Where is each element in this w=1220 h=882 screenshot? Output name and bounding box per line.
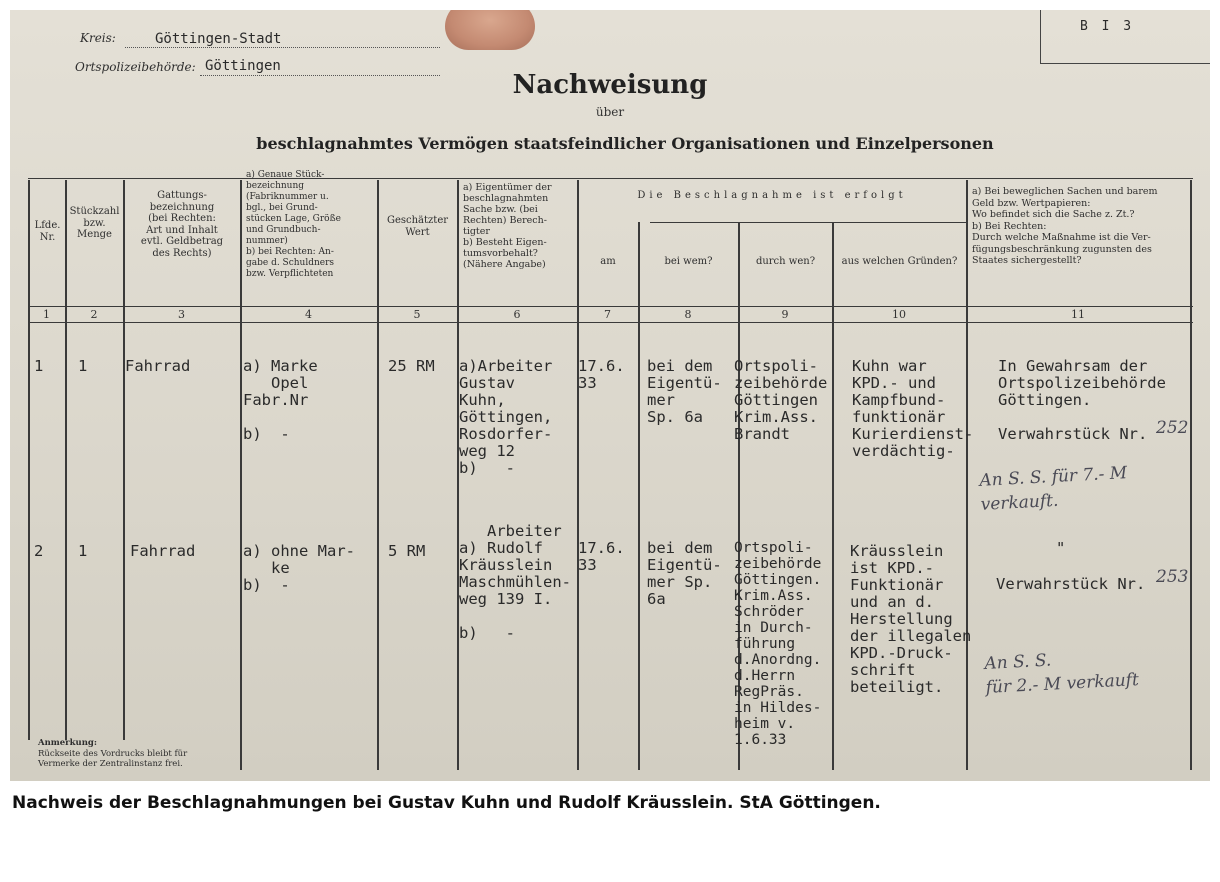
thumb xyxy=(445,10,535,50)
row2-durch-wen: Ortspoli- zeibehörde Göttingen. Krim.Ass. Schröder in Durch- führung d.Anordng. d.Herrn RegPräs. in Hildes- heim v. 1.6.33 xyxy=(734,540,822,748)
vline-0 xyxy=(28,180,30,740)
row2-verbleib: Verwahrstück Nr. xyxy=(996,575,1146,593)
header-wert: Geschätzter Wert xyxy=(386,215,449,238)
header-durch-wen: durch wen? xyxy=(755,256,816,267)
stamp-text: B I 3 xyxy=(1080,19,1135,34)
kreis-value: Göttingen-Stadt xyxy=(155,31,282,47)
colnum-10: 10 xyxy=(892,308,906,321)
footnote-line1: Rückseite des Vordrucks bleibt für xyxy=(38,749,188,759)
kreis-label: Kreis: xyxy=(80,31,116,45)
form-uber: über xyxy=(595,105,625,119)
vline-7 xyxy=(638,222,640,770)
header-beschlagnahme-group: Die Beschlagnahme ist erfolgt xyxy=(637,190,907,201)
row1-hand-note: An S. S. für 7.- M verkauft. xyxy=(978,463,1128,515)
header-lfde-nr: Lfde. Nr. xyxy=(34,220,61,243)
colnum-7: 7 xyxy=(604,308,611,321)
form-subtitle: beschlagnahmtes Vermögen staatsfeindlicher Organisationen und Einzelpersonen xyxy=(256,134,994,153)
row1-wert: 25 RM xyxy=(388,357,435,375)
table-top-line xyxy=(28,178,1193,179)
row2-nr: 2 xyxy=(34,542,44,560)
row2-gattung: Fahrrad xyxy=(130,542,196,560)
row1-stueck: a) Marke Opel Fabr.Nr b) - xyxy=(243,357,318,443)
row1-eigentuemer: a)Arbeiter Gustav Kuhn, Göttingen, Rosdorfer- weg 12 b) - xyxy=(459,357,553,477)
row1-gattung: Fahrrad xyxy=(125,357,191,375)
row1-hand-nr: 252 xyxy=(1156,418,1189,438)
colnum-11: 11 xyxy=(1071,308,1085,321)
row2-am: 17.6. 33 xyxy=(578,539,625,574)
row1-menge: 1 xyxy=(78,357,88,375)
row2-menge: 1 xyxy=(78,542,88,560)
polizei-value: Göttingen xyxy=(205,58,281,74)
vline-9 xyxy=(832,222,834,770)
kreis-line xyxy=(125,47,440,48)
row2-hand-note: An S. S. für 2.- M verkauft xyxy=(983,650,1140,698)
row2-gruende: Kräusslein ist KPD.- Funktionär und an d. Herstellung der illegalen KPD.-Druck- schrift beteiligt. xyxy=(850,542,972,696)
row2-ditto: " xyxy=(1056,539,1066,557)
row1-gruende: Kuhn war KPD.- und Kampfbund- funktionär Kurierdienst- verdächtig- xyxy=(852,357,974,460)
footnote-title: Anmerkung: xyxy=(38,738,97,748)
row2-eigentuemer: Arbeiter a) Rudolf Kräusslein Maschmühlen- weg 139 I. b) - xyxy=(459,522,571,642)
header-stueckzahl: Stückzahl bzw. Menge xyxy=(69,206,120,240)
vline-11 xyxy=(1190,180,1192,770)
header-eigentuemer: a) Eigentümer der beschlagnahmten Sache bzw. (bei Rechten) Berech- tigter b) Besteht Eigen- tumsvorbehalt? (Nähere Angabe) xyxy=(463,182,552,270)
row1-verbleib: In Gewahrsam der Ortspolizeibehörde Göttingen. Verwahrstück Nr. xyxy=(998,357,1166,443)
header-gattung: Gattungs- bezeichnung (bei Rechten: Art und Inhalt evtl. Geldbetrag des Rechts) xyxy=(140,190,224,259)
colnum-2: 2 xyxy=(90,308,98,321)
form-title: Nachweisung xyxy=(512,70,708,100)
header-stueckbezeichnung: a) Genaue Stück- bezeichnung (Fabriknummer u. bgl., bei Grund- stücken Lage, Größe und Grundbuch- nummer) b) bei Rechten: An- gabe d. Schuldners bzw. Verpflichteten xyxy=(246,170,341,279)
row1-durch-wen: Ortspoli- zeibehörde Göttingen Krim.Ass. Brandt xyxy=(734,357,828,443)
header-verbleib: a) Bei beweglichen Sachen und barem Geld bzw. Wertpapieren: Wo befindet sich die Sache z. Zt.? b) Bei Rechten: Durch welche Maßnahme ist die Ver- fügungsbeschränkung zugunsten des Staates sichergestellt? xyxy=(972,186,1158,266)
colnum-5: 5 xyxy=(413,308,421,321)
colnum-6: 6 xyxy=(513,308,521,321)
header-am: am xyxy=(600,256,616,267)
colnum-bottom-line xyxy=(28,322,1193,323)
colnum-1: 1 xyxy=(43,308,50,321)
document-photo xyxy=(10,10,1210,781)
row1-bei-wem: bei dem Eigentü- mer Sp. 6a xyxy=(647,357,722,426)
colnum-4: 4 xyxy=(305,308,312,321)
vline-4 xyxy=(377,180,379,770)
colnum-3: 3 xyxy=(178,308,185,321)
header-bei-wem: bei wem? xyxy=(664,256,713,267)
photo-caption: Nachweis der Beschlagnahmungen bei Gustav Kuhn und Rudolf Kräusslein. StA Göttingen. xyxy=(12,793,881,813)
vline-2 xyxy=(123,180,125,740)
footnote-line2: Vermerke der Zentralinstanz frei. xyxy=(38,759,183,769)
row2-hand-nr: 253 xyxy=(1156,567,1189,587)
row1-nr: 1 xyxy=(34,357,44,375)
row2-wert: 5 RM xyxy=(388,542,426,560)
row2-stueck: a) ohne Mar- ke b) - xyxy=(243,542,355,594)
polizei-label: Ortspolizeibehörde: xyxy=(75,60,196,74)
group-divider xyxy=(650,222,968,223)
row1-am: 17.6. 33 xyxy=(578,357,625,392)
header-gruende: aus welchen Gründen? xyxy=(841,256,958,267)
vline-3 xyxy=(240,180,242,770)
vline-1 xyxy=(65,180,67,740)
colnum-8: 8 xyxy=(684,308,692,321)
colnum-9: 9 xyxy=(781,308,789,321)
row2-bei-wem: bei dem Eigentü- mer Sp. 6a xyxy=(647,539,722,608)
